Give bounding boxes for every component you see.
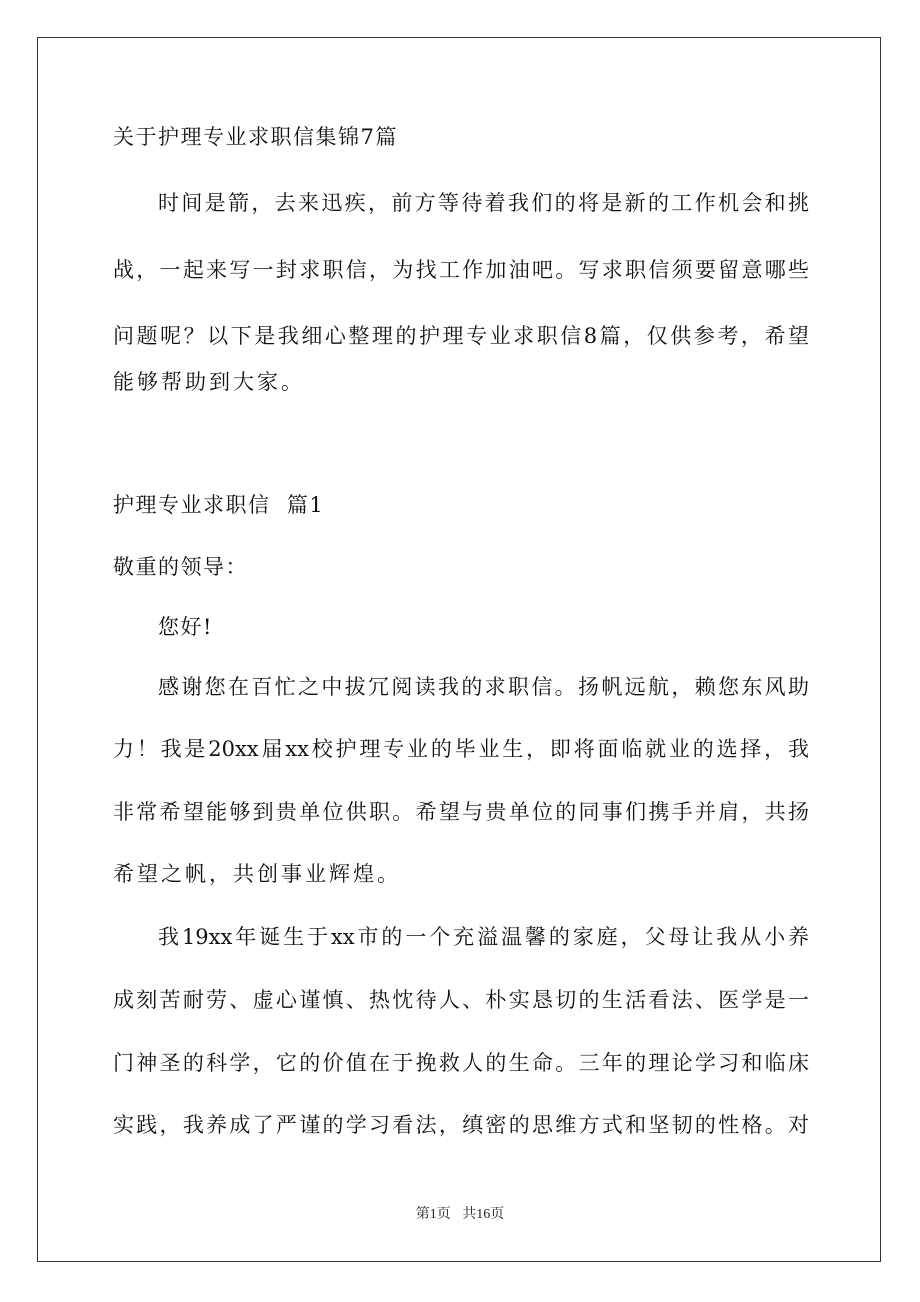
intro-line: 战，一起来写一封求职信，为找工作加油吧。写求职信须要留意哪些 xyxy=(113,258,809,282)
intro-line: 能够帮助到大家。 xyxy=(113,370,305,394)
salutation: 敬重的领导： xyxy=(113,555,248,579)
intro-line: 时间是箭，去来迅疾，前方等待着我们的将是新的工作机会和挑 xyxy=(158,191,809,215)
paragraph-line: 非常希望能够到贵单位供职。希望与贵单位的同事们携手并肩，共扬 xyxy=(113,800,809,824)
paragraph-line: 门神圣的科学，它的价值在于挽救人的生命。三年的理论学习和临床 xyxy=(113,1051,809,1075)
current-page-label: 第1页 xyxy=(415,1207,451,1222)
page-footer xyxy=(0,1203,920,1223)
intro-line: 问题呢？以下是我细心整理的护理专业求职信8篇，仅供参考，希望 xyxy=(113,324,809,348)
paragraph-line: 希望之帆，共创事业辉煌。 xyxy=(113,862,401,886)
page-border xyxy=(37,37,881,1262)
paragraph-line: 实践，我养成了严谨的学习看法，缜密的思维方式和坚韧的性格。对 xyxy=(113,1113,809,1137)
section-heading: 护理专业求职信 篇1 xyxy=(113,493,325,517)
document-title: 关于护理专业求职信集锦7篇 xyxy=(113,125,398,149)
greeting: 您好! xyxy=(158,615,213,639)
paragraph-line: 感谢您在百忙之中拔冗阅读我的求职信。扬帆远航，赖您东风助 xyxy=(158,675,809,699)
paragraph-line: 力！我是20xx届xx校护理专业的毕业生，即将面临就业的选择，我 xyxy=(113,737,809,761)
total-pages-label: 共16页 xyxy=(462,1207,505,1222)
paragraph-line: 成刻苦耐劳、虚心谨慎、热忱待人、朴实恳切的生活看法、医学是一 xyxy=(113,988,809,1012)
paragraph-line: 我19xx年诞生于xx市的一个充溢温馨的家庭，父母让我从小养 xyxy=(158,925,809,949)
